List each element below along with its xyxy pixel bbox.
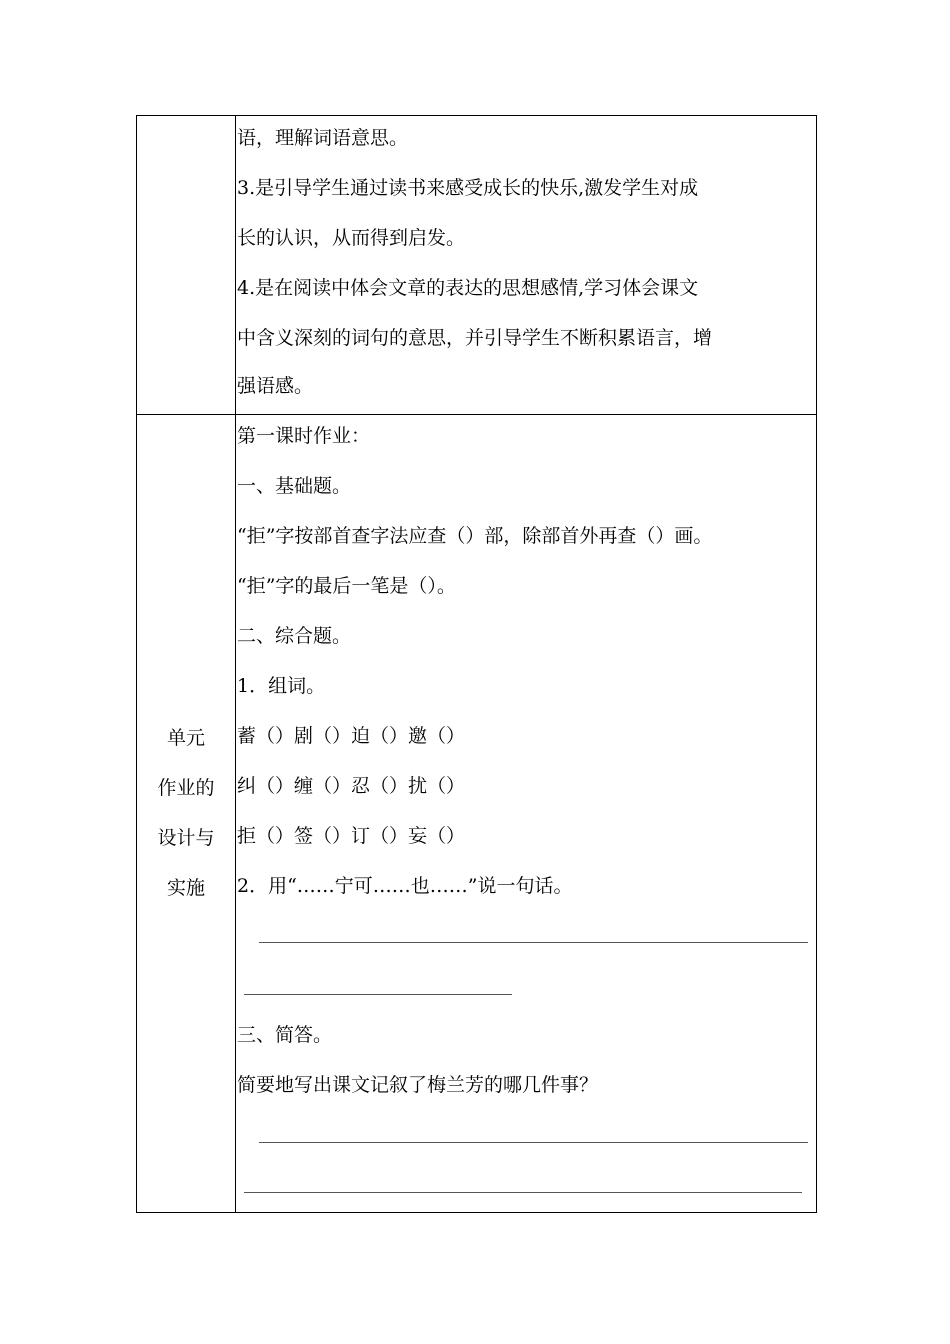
table-row-objectives [137,116,816,415]
row-label-line: 单元 [166,727,205,749]
text-line: 语，理解词语意思。 [237,127,409,149]
answer-line [244,1192,802,1193]
label-cell-empty [137,116,235,414]
text-line: 二、综合题。 [237,625,352,647]
text-line: 长的认识，从而得到启发。 [237,227,466,249]
column-divider [235,116,236,414]
objectives-content [237,116,808,414]
answer-line [259,1142,808,1143]
answer-line [259,942,808,943]
text-line: “拒”字的最后一笔是（）。 [237,575,456,597]
text-line: 纠（）缠（）忍（）扰（） [237,775,466,797]
column-divider [235,414,236,1212]
text-line: 4.是在阅读中体会文章的表达的思想感情,学习体会课文 [237,277,699,299]
text-line: 一、基础题。 [237,475,352,497]
text-line: “拒”字按部首查字法应查（）部，除部首外再查（）画。 [237,525,713,547]
homework-content [237,414,808,1212]
row-label-line: 作业的 [157,777,215,799]
row-label-line: 实施 [166,877,205,899]
text-line: 三、简答。 [237,1024,333,1046]
text-line: 拒（）签（）订（）妄（） [237,825,466,847]
row-label-cell [137,414,235,1212]
row-label-line: 设计与 [157,827,215,849]
assignment-table [136,115,817,1213]
text-line: 1．组词。 [237,675,326,697]
text-line: 强语感。 [237,375,314,397]
text-line: 第一课时作业： [237,425,371,447]
table-row-homework [137,414,816,1212]
text-line: 2．用“……宁可……也……”说一句话。 [237,875,573,897]
text-line: 中含义深刻的词句的意思，并引导学生不断积累语言，增 [237,327,713,349]
text-line: 3.是引导学生通过读书来感受成长的快乐,激发学生对成 [237,177,699,199]
row-label [148,713,224,913]
text-line: 简要地写出课文记叙了梅兰芳的哪几件事？ [237,1074,599,1096]
answer-line [244,994,512,995]
text-line: 蓄（）剧（）迫（）邀（） [237,725,466,747]
